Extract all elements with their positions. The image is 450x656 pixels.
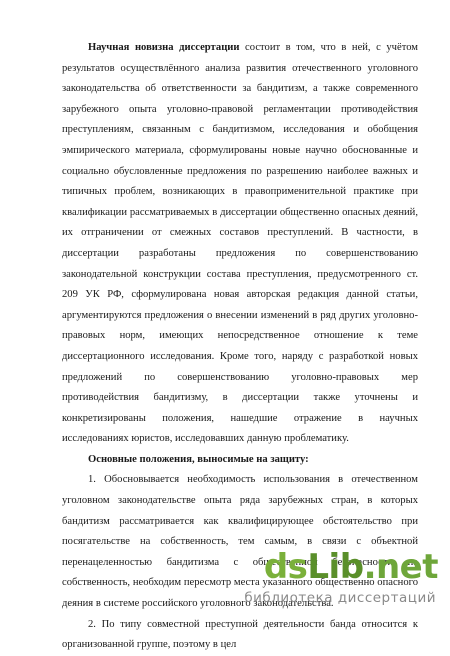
section-heading-defense: Основные положения, выносимые на защиту: xyxy=(88,453,309,465)
novelty-body: состоит в том, что в ней, с учётом результатов осуществлённого анализа развития отечественного уголовного законодательства об ответственности за бандитизм, а также современного зарубежного опыта уголовно-правовой регламентации противодействия преступлениям, связанным с бандитизмом, исследования и обобщения эмпирического материала, сформулированы новые научно обоснованные и социально обусловленные предложения по разрешению наиболее важных и типичных проблем, возникающих в правоприменительной практике при квалификации рассматриваемых в диссертации общественно опасных деяний, их отграничении от смежных составов преступлений. В частности, в диссертации разработаны предложения по совершенствованию законодательной конструкции состава преступления, предусмотренного ст. 209 УК РФ, сформулирована новая авторская редакция данной статьи, аргументируются предложения о внесении изменений в ряд других уголовно-правовых норм, имеющих непосредственное отношение к теме диссертационного исследования. Кроме того, наряду с разработкой новых предложений по совершенствованию уголовно-правовых мер противодействия бандитизму, в диссертации также уточнены и конкретизированы положения, нашедшие отражение в научных исследованиях юристов, исследовавших данную проблематику. xyxy=(62,42,418,445)
document-text xyxy=(62,38,418,656)
novelty-lead: Научная новизна диссертации xyxy=(88,42,240,53)
dslib-subtitle: библиотека диссертаций xyxy=(244,590,436,606)
dslib-logo: dsLib.net xyxy=(263,547,438,587)
paragraph-novelty xyxy=(62,38,418,450)
paragraph-point-1: 1. Обосновывается необходимость использования в отечественном уголовном законодательстве опыта ряда зарубежных стран, в которых бандитизм рассматривается как квалифицирующее обстоятельство при посягательстве на собственность, тем самым, в связи с объектной перенацеленностью бандитизма с общественной безопасности на собственность, необходим пересмотр места указанного общественно опасного деяния в системе российского уголовного законодательства. xyxy=(62,474,418,610)
paragraph-point-2: 2. По типу совместной преступной деятельности банда относится к организованной группе, поэтому в цел xyxy=(62,618,418,651)
